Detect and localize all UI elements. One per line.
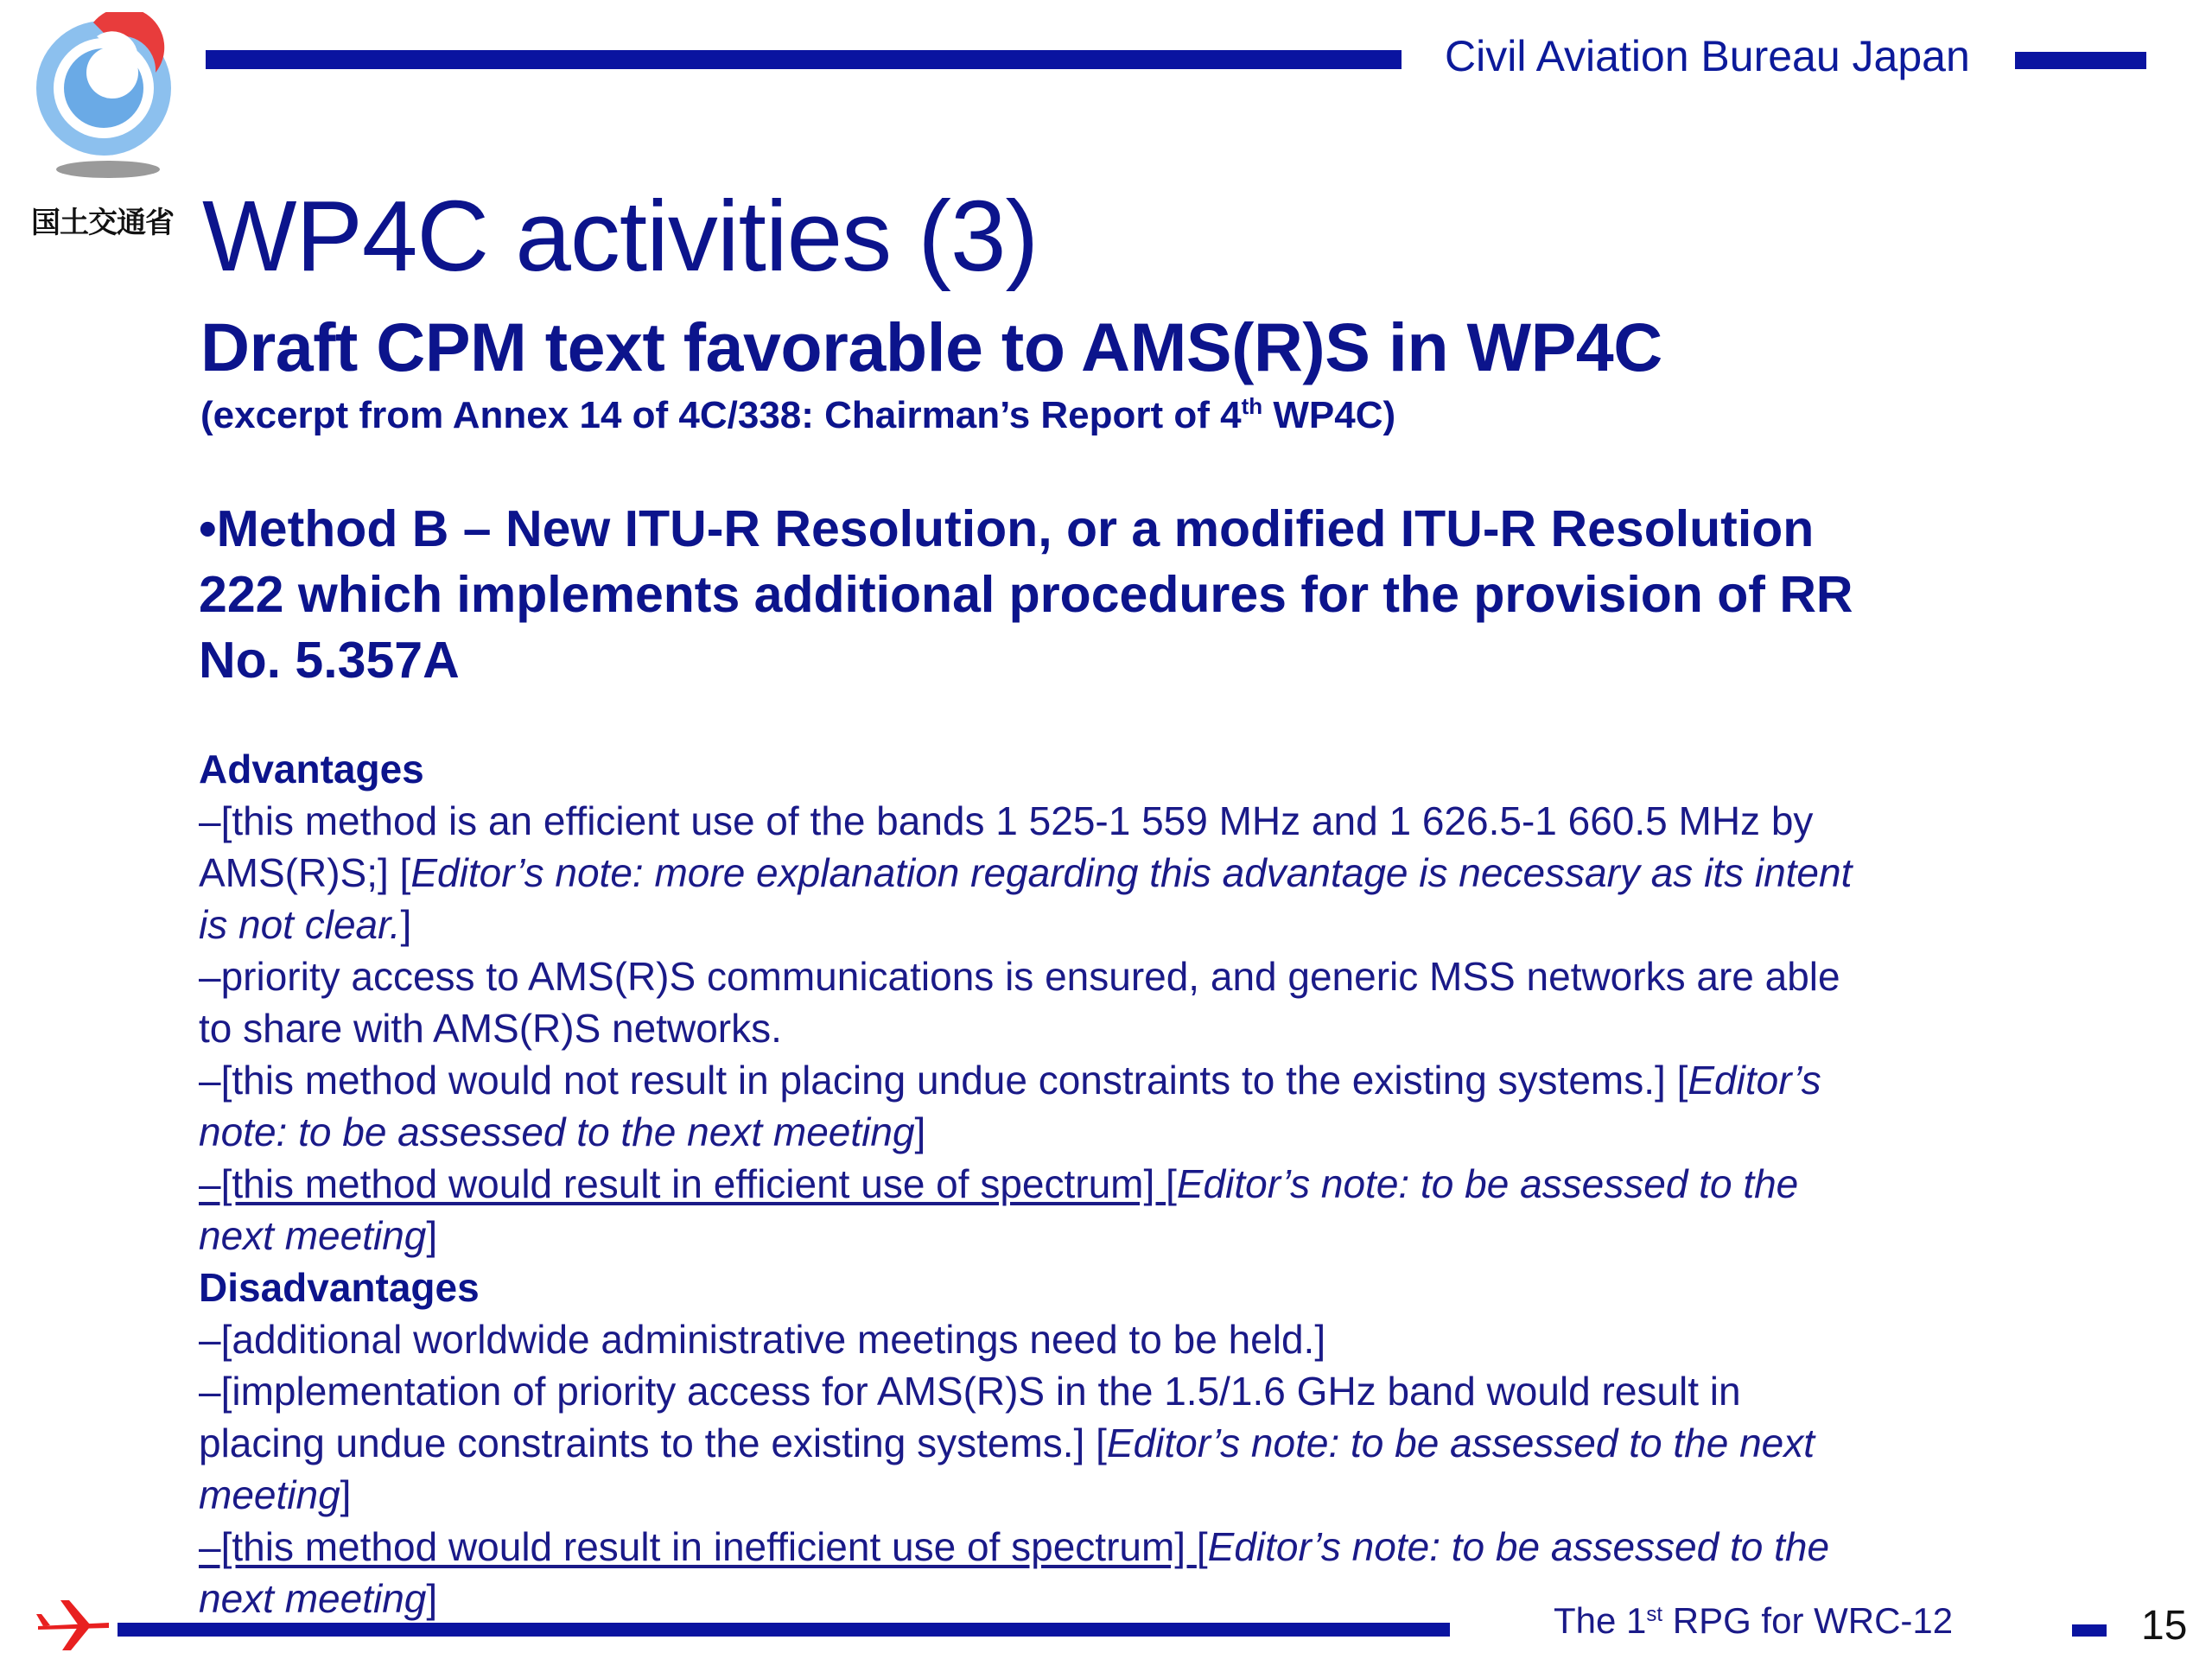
advantage-line: note: to be assessed to the next meeting] (199, 1109, 926, 1154)
page-number: 15 (2141, 1603, 2188, 1649)
excerpt-source: (excerpt from Annex 14 of 4C/338: Chairman’s Report of 4th WP4C) (200, 393, 1396, 436)
disadvantage-line: placing undue constraints to the existing systems.] [Editor’s note: to be assessed to the next (199, 1421, 1815, 1465)
airplane-icon (35, 1597, 112, 1654)
method-b-heading (199, 496, 2048, 693)
advantage-line: –[this method would result in efficient use of spectrum] [Editor’s note: to be assessed to the (199, 1161, 1799, 1206)
method-line: 222 which implements additional procedures for the provision of RR (199, 566, 1853, 623)
header-bar-right (2015, 52, 2146, 69)
disadvantage-line: next meeting] (199, 1576, 438, 1621)
footer-bar-left (118, 1623, 1450, 1637)
disadvantages-heading: Disadvantages (199, 1265, 480, 1310)
header-bar-left (206, 50, 1402, 69)
method-line: No. 5.357A (199, 632, 460, 689)
pros-cons-body (199, 743, 2074, 1624)
advantage-line: next meeting] (199, 1213, 438, 1258)
ministry-label: 国土交通省 (31, 206, 174, 240)
advantages-heading: Advantages (199, 747, 424, 791)
disadvantage-line: –[this method would result in inefficient use of spectrum] [Editor’s note: to be assessed to the (199, 1524, 1830, 1569)
org-name: Civil Aviation Bureau Japan (1445, 32, 1970, 80)
slide-subtitle: Draft CPM text favorable to AMS(R)S in WP4C (200, 308, 1662, 385)
advantage-line: –[this method is an efficient use of the bands 1 525-1 559 MHz and 1 626.5-1 660.5 MHz by (199, 798, 1814, 843)
event-label: The 1st RPG for WRC-12 (1554, 1600, 1954, 1641)
advantage-line: to share with AMS(R)S networks. (199, 1006, 782, 1051)
advantage-line: –priority access to AMS(R)S communications is ensured, and generic MSS networks are able (199, 954, 1840, 999)
disadvantage-line: –[implementation of priority access for AMS(R)S in the 1.5/1.6 GHz band would result in (199, 1369, 1741, 1414)
method-line: •Method B – New ITU-R Resolution, or a modified ITU-R Resolution (199, 500, 1815, 557)
advantage-line: –[this method would not result in placing undue constraints to the existing systems.] [Editor’s (199, 1058, 1821, 1103)
slide-title: WP4C activities (3) (202, 180, 1039, 292)
advantage-line: is not clear.] (199, 902, 412, 947)
disadvantage-line: meeting] (199, 1472, 352, 1517)
footer-bar-right (2072, 1624, 2107, 1637)
disadvantage-line: –[additional worldwide administrative meetings need to be held.] (199, 1317, 1326, 1362)
advantage-line: AMS(R)S;] [Editor’s note: more explanation regarding this advantage is necessary as its intent (199, 850, 1853, 895)
mlit-logo-icon (26, 12, 181, 185)
